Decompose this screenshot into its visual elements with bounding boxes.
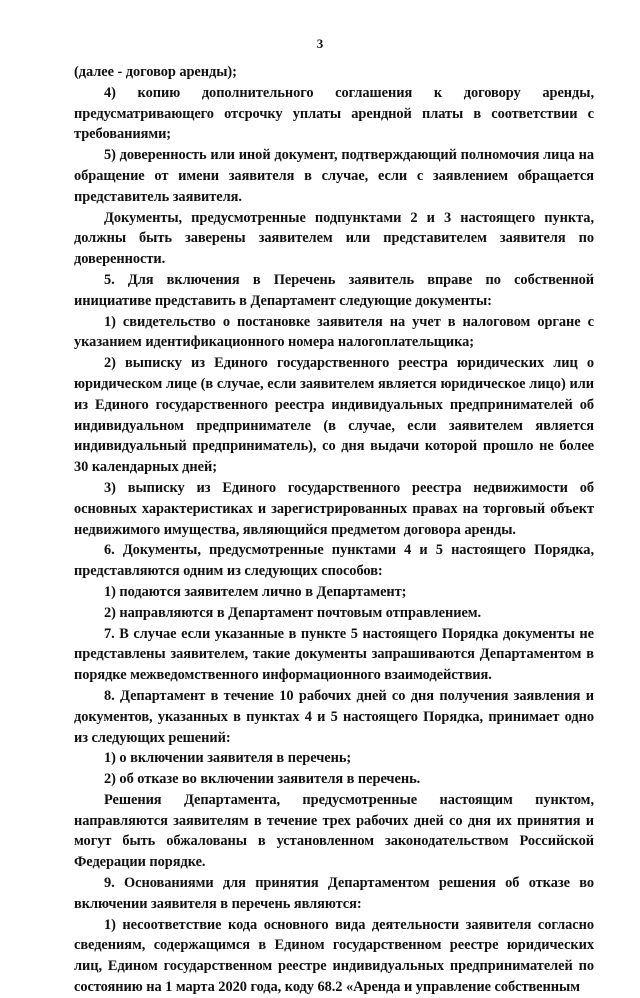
paragraph-item-5: 5) доверенность или иной документ, подтверждающий полномочия лица на обращение от имени заявителя в случае, если с заявлением обращается представитель заявителя. xyxy=(74,147,594,205)
paragraph-clause-6-item-2: 2) направляются в Департамент почтовым отправлением. xyxy=(104,604,482,621)
paragraph-clause-9-item-1: 1) несоответствие кода основного вида деятельности заявителя согласно сведениям, содержащимся в Едином государственном реестре юридических лиц, Едином государственном реестре индивидуальных предпринимателей по состоянию на 1 марта 2020 года, коду 68.2 «Аренда и управление собственным xyxy=(74,916,594,996)
paragraph-clause-9: 9. Основаниями для принятия Департаментом решения об отказе во включении заявителя в перечень являются: xyxy=(74,875,594,912)
paragraph-clause-7: 7. В случае если указанные в пункте 5 настоящего Порядка документы не представлены заявителем, такие документы запрашиваются Департаментом в порядке межведомственного информационного взаимодействия. xyxy=(74,625,594,684)
page-number: 3 xyxy=(316,36,324,51)
paragraph-clause-6-item-1: 1) подаются заявителем лично в Департамент; xyxy=(104,583,407,600)
paragraph-clause-8-item-1: 1) о включении заявителя в перечень; xyxy=(104,750,352,767)
paragraph-decisions: Решения Департамента, предусмотренные настоящим пунктом, направляются заявителям в течение трех рабочих дней со дня их принятия и могут быть обжалованы в установленном законодательством Российской Федерации порядке. xyxy=(74,791,594,871)
paragraph-clause-5-item-1: 1) свидетельство о постановке заявителя на учет в налоговом органе с указанием идентификационного номера налогоплательщика; xyxy=(74,313,594,351)
paragraph-clause-5-item-3: 3) выписку из Единого государственного реестра недвижимости об основных характеристиках и зарегистрированных правах на торговый объект недвижимого имущества, являющийся предметом договора аренды. xyxy=(74,479,594,538)
document-body xyxy=(74,62,594,998)
paragraph-continuation: (далее - договор аренды); xyxy=(74,64,237,80)
paragraph-clause-8-item-2: 2) об отказе во включении заявителя в перечень. xyxy=(104,771,421,788)
paragraph-certification: Документы, предусмотренные подпунктами 2 и 3 настоящего пункта, должны быть заверены заявителем или представителем заявителя по доверенности. xyxy=(74,209,594,268)
paragraph-clause-5: 5. Для включения в Перечень заявитель вправе по собственной инициативе представить в Департамент следующие документы: xyxy=(74,271,594,309)
paragraph-clause-8: 8. Департамент в течение 10 рабочих дней со дня получения заявления и документов, указанных в пунктах 4 и 5 настоящего Порядка, принимает одно из следующих решений: xyxy=(74,687,594,746)
paragraph-clause-5-item-2: 2) выписку из Единого государственного реестра юридических лиц о юридическом лице (в случае, если заявителем является юридическое лицо) или из Единого государственного реестра индивидуальных предпринимателей об индивидуальном предпринимателе (в случае, если заявителем является индивидуальный предприниматель), со дня выдачи которой прошло не более 30 календарных дней; xyxy=(74,355,594,476)
paragraph-clause-6: 6. Документы, предусмотренные пунктами 4 и 5 настоящего Порядка, представляются одним из следующих способов: xyxy=(74,542,594,580)
paragraph-item-4: 4) копию дополнительного соглашения к договору аренды, предусматривающего отсрочку уплаты арендной платы в соответствии с требованиями; xyxy=(74,84,594,143)
